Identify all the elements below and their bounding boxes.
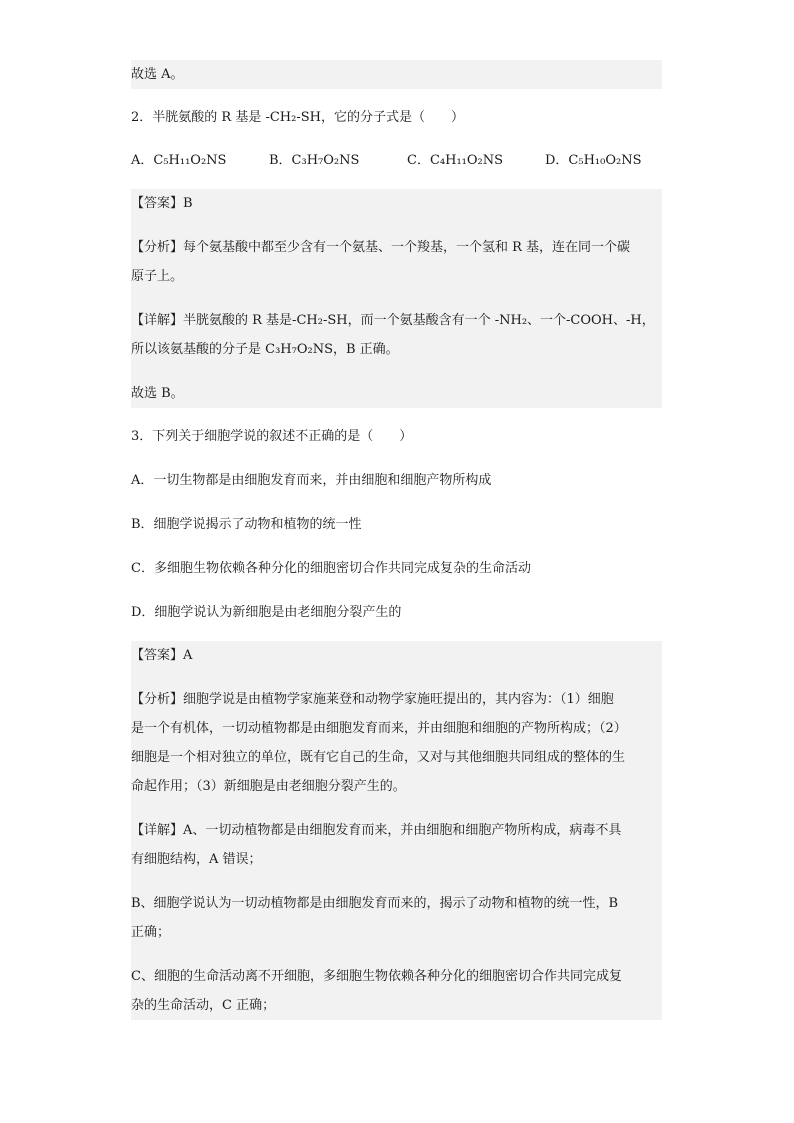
q3-solution-block <box>131 641 662 1020</box>
q2-options <box>131 146 662 175</box>
q3-analysis-line-1: 【分析】细胞学说是由植物学家施莱登和动物学家施旺提出的，其内容为：（1）细胞 <box>131 692 614 707</box>
q3-detail-b-line-2: 正确； <box>131 925 171 940</box>
q3-analysis-line-2: 是一个有机体，一切动植物都是由细胞发育而来，并由细胞和细胞的产物所构成；（2） <box>131 721 627 736</box>
q3-option-a: A．一切生物都是由细胞发育而来，并由细胞和细胞产物所构成 <box>131 473 492 488</box>
q3-detail-b-line-1: B、细胞学说认为一切动植物都是由细胞发育而来的，揭示了动物和植物的统一性，B <box>131 896 619 911</box>
q3-detail-a-line-1: 【详解】A、一切动植物都是由细胞发育而来，并由细胞和细胞产物所构成，病毒不具 <box>131 823 622 838</box>
document-page <box>131 60 662 1020</box>
q3-option-d: D．细胞学说认为新细胞是由老细胞分裂产生的 <box>131 605 402 620</box>
q2-option-d: D．C₅H₁₀O₂NS <box>545 153 642 168</box>
q2-option-a: A．C₅H₁₁O₂NS <box>131 153 227 168</box>
q3-answer: 【答案】A <box>131 648 193 663</box>
q3-detail-c-line-1: C、细胞的生命活动离不开细胞，多细胞生物依赖各种分化的细胞密切合作共同完成复 <box>131 969 622 984</box>
q3-option-b: B．细胞学说揭示了动物和植物的统一性 <box>131 517 362 532</box>
q2-analysis-line-1: 【分析】每个氨基酸中都至少含有一个氨基、一个羧基，一个氢和 R 基，连在同一个碳 <box>131 240 631 255</box>
q2-answer: 【答案】B <box>131 196 193 211</box>
q2-analysis-line-2: 原子上。 <box>131 269 184 284</box>
q3-analysis-line-4: 命起作用；（3）新细胞是由老细胞分裂产生的。 <box>131 779 406 794</box>
q3-detail-a-line-2: 有细胞结构，A 错误； <box>131 852 262 867</box>
q2-option-c: C．C₄H₁₁O₂NS <box>407 153 504 168</box>
q3-analysis-line-3: 细胞是一个相对独立的单位，既有它自己的生命，又对与其他细胞共同组成的整体的生 <box>131 750 626 765</box>
q2-solution-block <box>131 189 662 408</box>
q2-stem: 2．半胱氨酸的 R 基是 -CH₂-SH，它的分子式是（ ） <box>131 110 464 125</box>
q3-option-c: C．多细胞生物依赖各种分化的细胞密切合作共同完成复杂的生命活动 <box>131 561 531 576</box>
q2-detail-line-1: 【详解】半胱氨酸的 R 基是-CH₂-SH，而一个氨基酸含有一个 -NH₂、一个-COOH、-H， <box>131 313 655 328</box>
q3-detail-c-line-2: 杂的生命活动，C 正确； <box>131 998 276 1013</box>
q2-option-b: B．C₃H₇O₂NS <box>269 153 360 168</box>
q2-conclusion: 故选 B。 <box>131 386 184 401</box>
q1-conclusion: 故选 A。 <box>131 60 662 89</box>
q3-stem: 3．下列关于细胞学说的叙述不正确的是（ ） <box>131 429 413 444</box>
q2-detail-line-2: 所以该氨基酸的分子是 C₃H₇O₂NS，B 正确。 <box>131 342 399 357</box>
